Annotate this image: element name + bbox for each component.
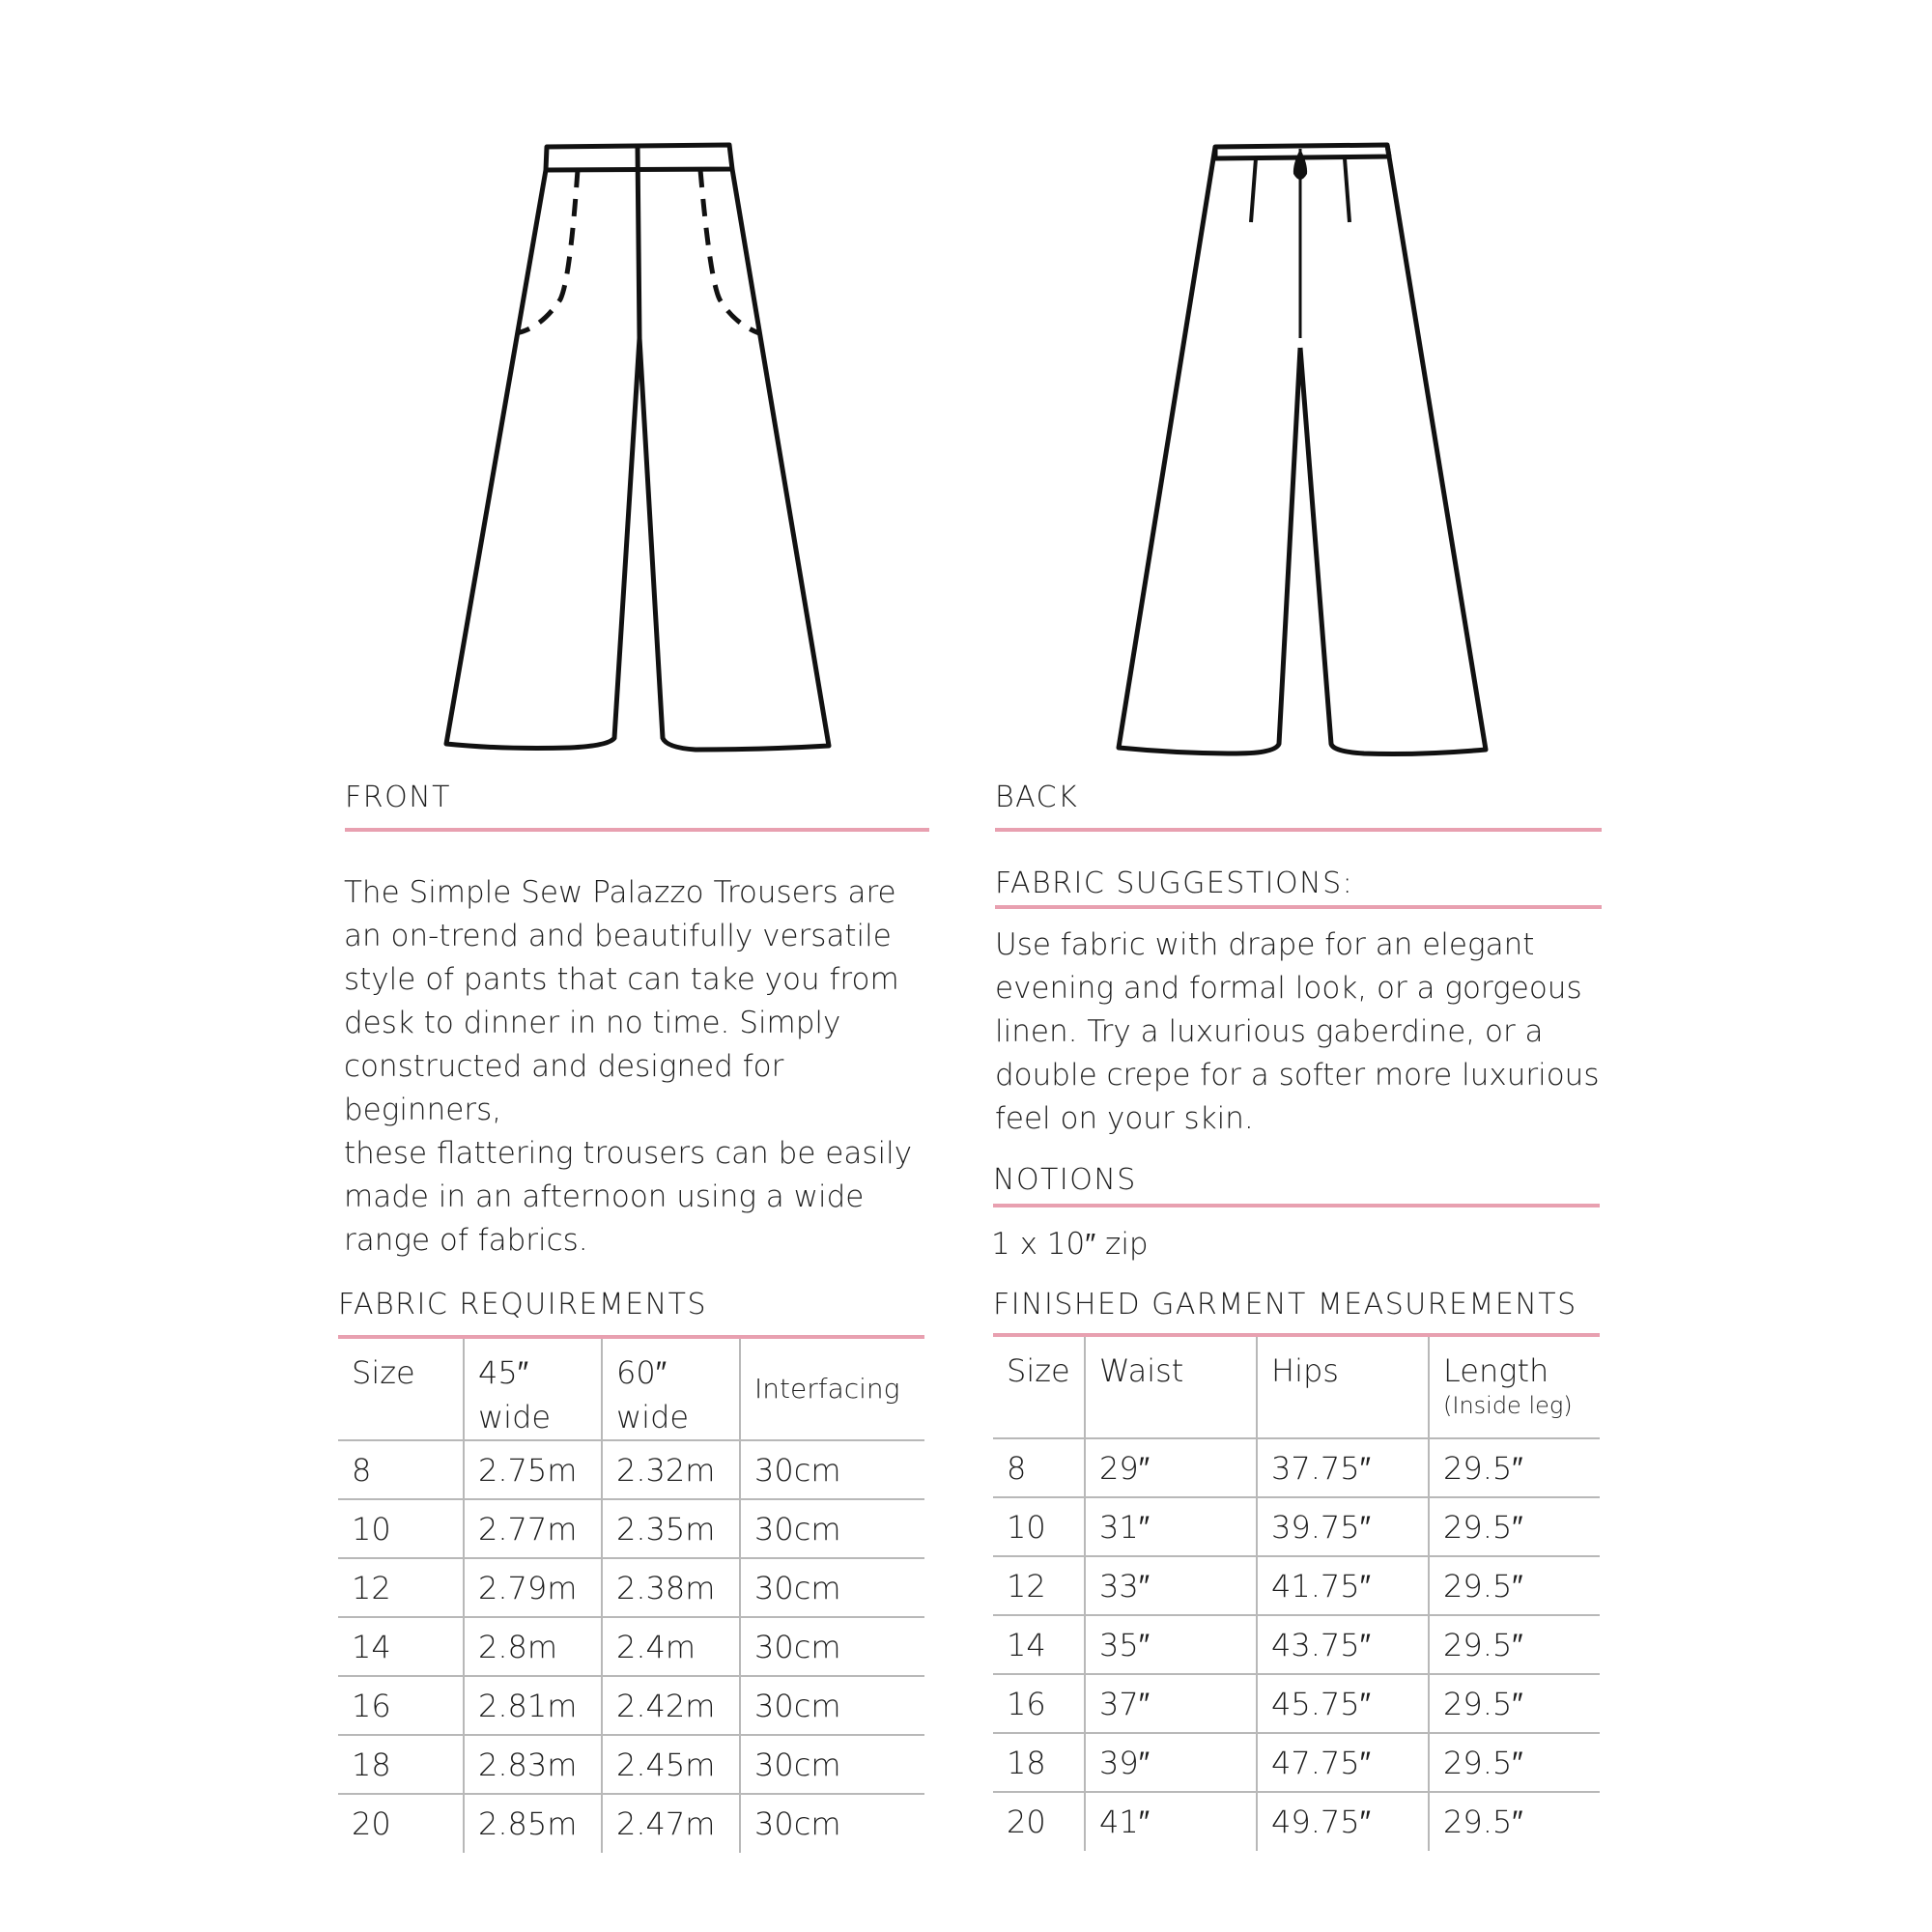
back-left-leg [1119,147,1300,753]
cell-45-wide: 2.8m [464,1617,602,1676]
description-paragraph: The Simple Sew Palazzo Trousers are an on-trend and beautifully versatile style of pants that can take you from desk to dinner in no time. Simply constructed and designed for beginners, these flattering trousers can be easily made in an afternoon using a wide range of fabrics. [344,875,913,1258]
cell-size: 10 [338,1499,464,1558]
back-rule [995,828,1602,832]
cell-hips: 49.75″ [1257,1792,1429,1851]
cell-waist: 29″ [1085,1438,1257,1497]
cell-hips: 45.75″ [1257,1674,1429,1733]
col-header-hips: Hips [1257,1337,1429,1438]
front-rule [345,828,929,832]
cell-waist: 33″ [1085,1556,1257,1615]
cell-length: 29.5″ [1429,1497,1600,1556]
fabric-requirements-heading: FABRIC REQUIREMENTS [338,1288,708,1321]
notions-text: 1 x 10″ zip [991,1227,1149,1262]
cell-waist: 39″ [1085,1733,1257,1792]
cell-size: 12 [993,1556,1085,1615]
front-trousers-illustration [425,135,850,763]
cell-60-wide: 2.4m [602,1617,740,1676]
cell-60-wide: 2.45m [602,1735,740,1794]
table-header-row [338,1339,924,1440]
fabric-requirements-table [338,1339,924,1853]
cell-size: 20 [993,1792,1085,1851]
table-row [993,1733,1600,1792]
front-right-leg [639,169,829,750]
cell-size: 8 [993,1438,1085,1497]
length-subtitle: (Inside leg) [1443,1392,1573,1419]
table-row [338,1440,924,1499]
cell-hips: 39.75″ [1257,1497,1429,1556]
fabric-suggestions-rule [995,905,1602,909]
cell-hips: 41.75″ [1257,1556,1429,1615]
table-row [993,1792,1600,1851]
cell-size: 18 [993,1733,1085,1792]
cell-60-wide: 2.47m [602,1794,740,1853]
back-right-dart [1345,158,1350,222]
cell-60-wide: 2.35m [602,1499,740,1558]
table-row [338,1617,924,1676]
cell-length: 29.5″ [1429,1438,1600,1497]
cell-size: 16 [338,1676,464,1735]
table-row [993,1674,1600,1733]
cell-hips: 43.75″ [1257,1615,1429,1674]
fabric-suggestions-heading: FABRIC SUGGESTIONS: [995,867,1354,900]
zip-pull-icon [1293,149,1307,180]
cell-length: 29.5″ [1429,1615,1600,1674]
finished-measurements-heading: FINISHED GARMENT MEASUREMENTS [993,1288,1577,1321]
cell-waist: 37″ [1085,1674,1257,1733]
table-row [338,1499,924,1558]
cell-hips: 37.75″ [1257,1438,1429,1497]
cell-45-wide: 2.81m [464,1676,602,1735]
cell-length: 29.5″ [1429,1674,1600,1733]
cell-size: 12 [338,1558,464,1617]
front-label: FRONT [345,781,451,814]
table-row [993,1497,1600,1556]
table-row [338,1735,924,1794]
cell-length: 29.5″ [1429,1556,1600,1615]
front-left-leg [446,147,639,749]
col-header-interfacing: Interfacing [740,1339,924,1440]
back-trousers-illustration [1101,135,1526,763]
table-header-row [993,1337,1600,1438]
cell-length: 29.5″ [1429,1733,1600,1792]
fabric-suggestions-text: Use fabric with drape for an elegant evening and formal look, or a gorgeous linen. Try a luxurious gaberdine, or a double crepe for a softer more luxurious feel on your skin. [995,927,1600,1136]
table-row [338,1676,924,1735]
cell-size: 14 [993,1615,1085,1674]
cell-45-wide: 2.85m [464,1794,602,1853]
table-row [993,1438,1600,1497]
cell-60-wide: 2.42m [602,1676,740,1735]
cell-interfacing: 30cm [740,1440,924,1499]
back-label: BACK [995,781,1079,814]
col-header-45-wide: 45″ wide [464,1339,602,1440]
cell-interfacing: 30cm [740,1617,924,1676]
cell-size: 14 [338,1617,464,1676]
back-left-dart [1251,158,1256,222]
col-header-60-wide: 60″ wide [602,1339,740,1440]
table-row [338,1558,924,1617]
cell-waist: 35″ [1085,1615,1257,1674]
back-right-leg [1300,145,1486,754]
cell-size: 10 [993,1497,1085,1556]
cell-45-wide: 2.77m [464,1499,602,1558]
notions-rule [993,1204,1600,1208]
col-header-size: Size [338,1339,464,1440]
cell-size: 20 [338,1794,464,1853]
col-header-length: Length (Inside leg) [1429,1337,1600,1438]
cell-45-wide: 2.79m [464,1558,602,1617]
front-left-pocket [516,170,578,333]
cell-45-wide: 2.83m [464,1735,602,1794]
cell-waist: 41″ [1085,1792,1257,1851]
table-row [993,1556,1600,1615]
table-row [993,1615,1600,1674]
cell-interfacing: 30cm [740,1558,924,1617]
cell-interfacing: 30cm [754,1805,841,1842]
notions-heading: NOTIONS [993,1163,1137,1197]
cell-size: 8 [338,1440,464,1499]
cell-interfacing: 30cm [740,1499,924,1558]
cell-size: 16 [993,1674,1085,1733]
cell-45-wide: 2.75m [464,1440,602,1499]
cell-hips: 47.75″ [1257,1733,1429,1792]
cell-60-wide: 2.38m [602,1558,740,1617]
cell-length: 29.5″ [1443,1804,1523,1840]
cell-60-wide: 2.32m [602,1440,740,1499]
col-header-waist: Waist [1085,1337,1257,1438]
cell-interfacing: 30cm [740,1735,924,1794]
cell-waist: 31″ [1085,1497,1257,1556]
table-row [338,1794,924,1853]
front-right-pocket [700,170,759,333]
col-header-size: Size [993,1337,1085,1438]
cell-size: 18 [338,1735,464,1794]
finished-measurements-table [993,1337,1600,1851]
cell-interfacing: 30cm [740,1676,924,1735]
